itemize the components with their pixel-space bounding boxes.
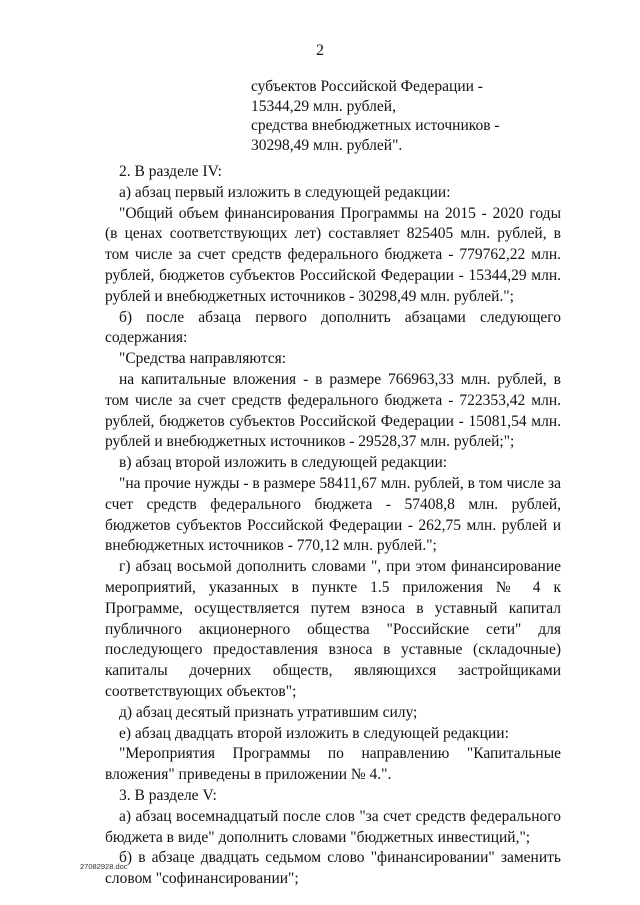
quoted-paragraph: "на прочие нужды - в размере 58411,67 млн. рублей, в том числе за счет средств федерального бюджета - 57408,8 млн. рублей, бюджетов субъектов Российской Федерации - 262,75 млн. рублей и внебюджетных источников - 770,12 млн. рублей."; <box>105 474 561 555</box>
continuation-line: 30298,49 млн. рублей". <box>251 136 403 154</box>
continuation-line: 15344,29 млн. рублей, <box>251 97 396 115</box>
paragraph-a: а) абзац первый изложить в следующей редакции: <box>119 183 451 201</box>
continuation-line: субъектов Российской Федерации - <box>251 78 483 95</box>
page-number: 2 <box>316 42 324 59</box>
continuation-line: средства внебюджетных источников - <box>251 117 500 134</box>
quoted-paragraph: на капитальные вложения - в размере 766963,33 млн. рублей, в том числе за счет средств федерального бюджета - 722353,42 млн. рублей, бюджетов субъектов Российской Федерации - 15081,54 млн. рублей и внебюджетных источников - 29528,37 млн. рублей;"; <box>105 370 561 451</box>
paragraph-a: а) абзац восемнадцатый после слов "за счет средств федерального бюджета в виде" дополнить словами "бюджетных инвестиций,"; <box>105 807 561 846</box>
quoted-paragraph: "Мероприятия Программы по направлению "Капитальные вложения" приведены в приложении № 4.". <box>105 745 561 784</box>
paragraph-d: д) абзац десятый признать утратившим силу; <box>119 703 418 721</box>
section-heading-iv: 2. В разделе IV: <box>119 163 222 180</box>
quoted-paragraph: "Общий объем финансирования Программы на 2015 - 2020 годы (в ценах соответствующих лет) составляет 825405 млн. рублей, в том числе за счет средств федерального бюджета - 779762,22 млн. рублей, бюджетов субъектов Российской Федерации - 15344,29 млн. рублей и внебюджетных источников - 30298,49 млн. рублей."; <box>105 204 561 305</box>
paragraph-v: в) абзац второй изложить в следующей редакции: <box>119 454 448 472</box>
paragraph-b: б) в абзаце двадцать седьмом слово "финансировании" заменить словом "софинансировании"; <box>105 849 561 888</box>
continuation-block <box>251 77 581 155</box>
footer-doc-code: 27082928.doc <box>80 862 128 871</box>
paragraph-b: б) после абзаца первого дополнить абзацами следующего содержания: <box>105 308 561 347</box>
document-body <box>105 162 561 890</box>
quoted-paragraph: "Средства направляются: <box>119 350 287 368</box>
paragraph-e: е) абзац двадцать второй изложить в следующей редакции: <box>119 724 509 742</box>
section-heading-v: 3. В разделе V: <box>119 786 217 804</box>
paragraph-g: г) абзац восьмой дополнить словами ", при этом финансирование мероприятий, указанных в пункте 1.5 приложения № 4 к Программе, осуществляется путем взноса в уставный капитал публичного акционерного общества "Российские сети" для последующего предоставления взноса в уставные (складочные) капиталы дочерних обществ, являющихся застройщиками соответствующих объектов"; <box>105 558 561 700</box>
